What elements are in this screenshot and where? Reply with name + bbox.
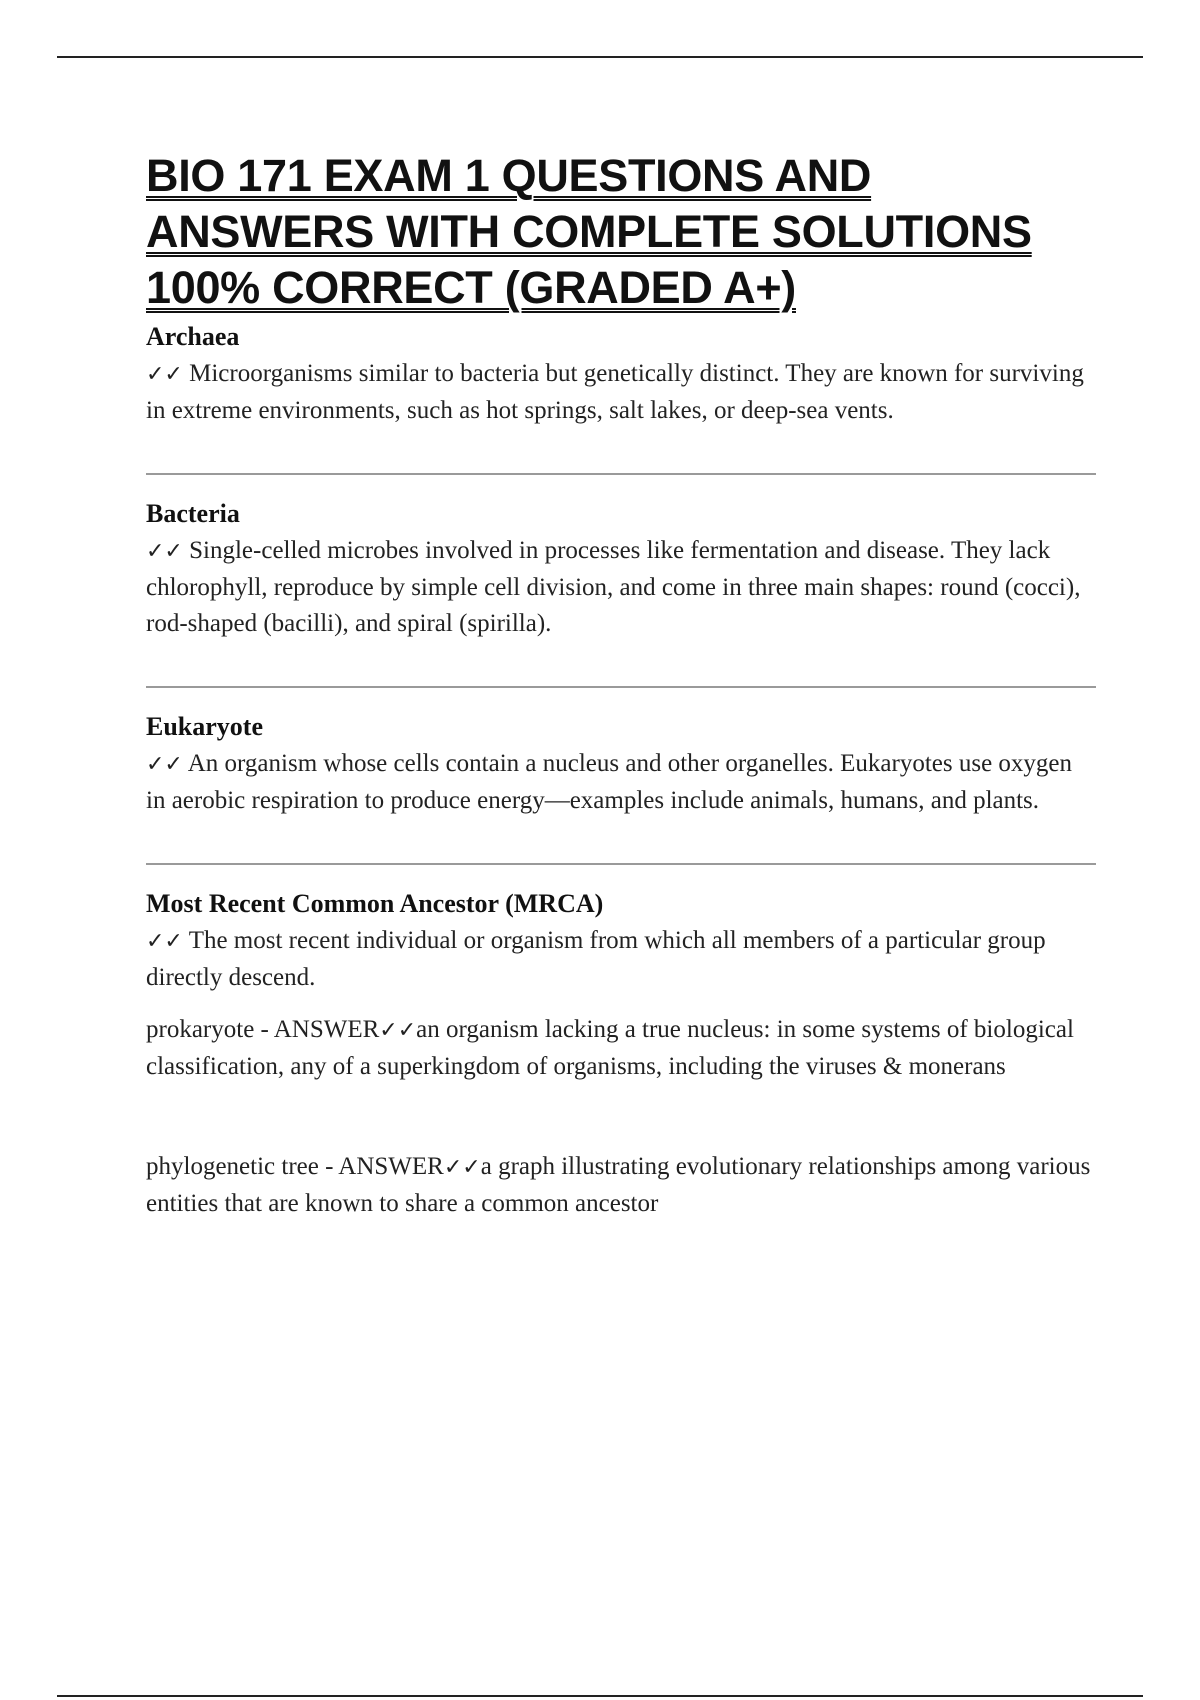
entry-bacteria <box>146 497 1096 642</box>
check-mark-icon: ✓✓ <box>146 752 183 777</box>
entry-term: Archaea <box>146 322 240 351</box>
answer-separator: - ANSWER <box>254 1016 380 1043</box>
entry-definition <box>146 356 1096 429</box>
entry-term: Bacteria <box>146 499 240 528</box>
entry-term: Most Recent Common Ancestor (MRCA) <box>146 889 604 918</box>
definition-text: An organism whose cells contain a nucleus and other organelles. Eukaryotes use oxygen in aerobic respiration to produce energy—examples include animals, humans, and plants. <box>146 750 1073 814</box>
check-mark-icon: ✓✓ <box>443 1155 481 1180</box>
answer-separator: - ANSWER <box>318 1153 444 1180</box>
header-rule <box>57 56 1143 58</box>
definition-text: Microorganisms similar to bacteria but genetically distinct. They are known for surviving in extreme environments, such as hot springs, salt lakes, or deep-sea vents. <box>146 360 1084 424</box>
check-mark-icon: ✓✓ <box>146 929 183 954</box>
entry-eukaryote <box>146 710 1096 819</box>
definition-text: The most recent individual or organism from which all members of a particular group directly descend. <box>146 927 1046 991</box>
document-title: BIO 171 EXAM 1 QUESTIONS AND ANSWERS WITH COMPLETE SOLUTIONS 100% CORRECT (GRADED A+) <box>146 150 1032 313</box>
entry-term: Eukaryote <box>146 712 263 741</box>
section-divider <box>146 686 1096 688</box>
definition-text: Single-celled microbes involved in processes like fermentation and disease. They lack chlorophyll, reproduce by simple cell division, and come in three main shapes: round (cocci), rod-shaped (bacilli), and spiral (spirilla). <box>146 537 1081 637</box>
answer-phylogenetic-tree <box>146 1149 1096 1222</box>
entry-archaea <box>146 320 1096 429</box>
section-divider <box>146 863 1096 865</box>
entry-definition <box>146 746 1096 819</box>
footer-rule <box>57 1695 1143 1697</box>
answer-definition: a graph illustrating evolutionary relationships among various entities that are known to share a common ancestor <box>146 1153 1091 1217</box>
entry-definition <box>146 923 1096 996</box>
section-divider <box>146 473 1096 475</box>
answer-term: prokaryote <box>146 1016 255 1043</box>
check-mark-icon: ✓✓ <box>379 1018 417 1043</box>
document-body <box>146 148 1096 1222</box>
answer-prokaryote <box>146 1012 1096 1085</box>
answer-term: phylogenetic tree <box>146 1153 319 1180</box>
check-mark-icon: ✓✓ <box>146 362 183 387</box>
answer-definition: an organism lacking a true nucleus: in some systems of biological classification, any of a superkingdom of organisms, including the viruses & monerans <box>146 1016 1074 1080</box>
entry-definition <box>146 533 1096 642</box>
entry-mrca <box>146 887 1096 996</box>
check-mark-icon: ✓✓ <box>146 539 183 564</box>
